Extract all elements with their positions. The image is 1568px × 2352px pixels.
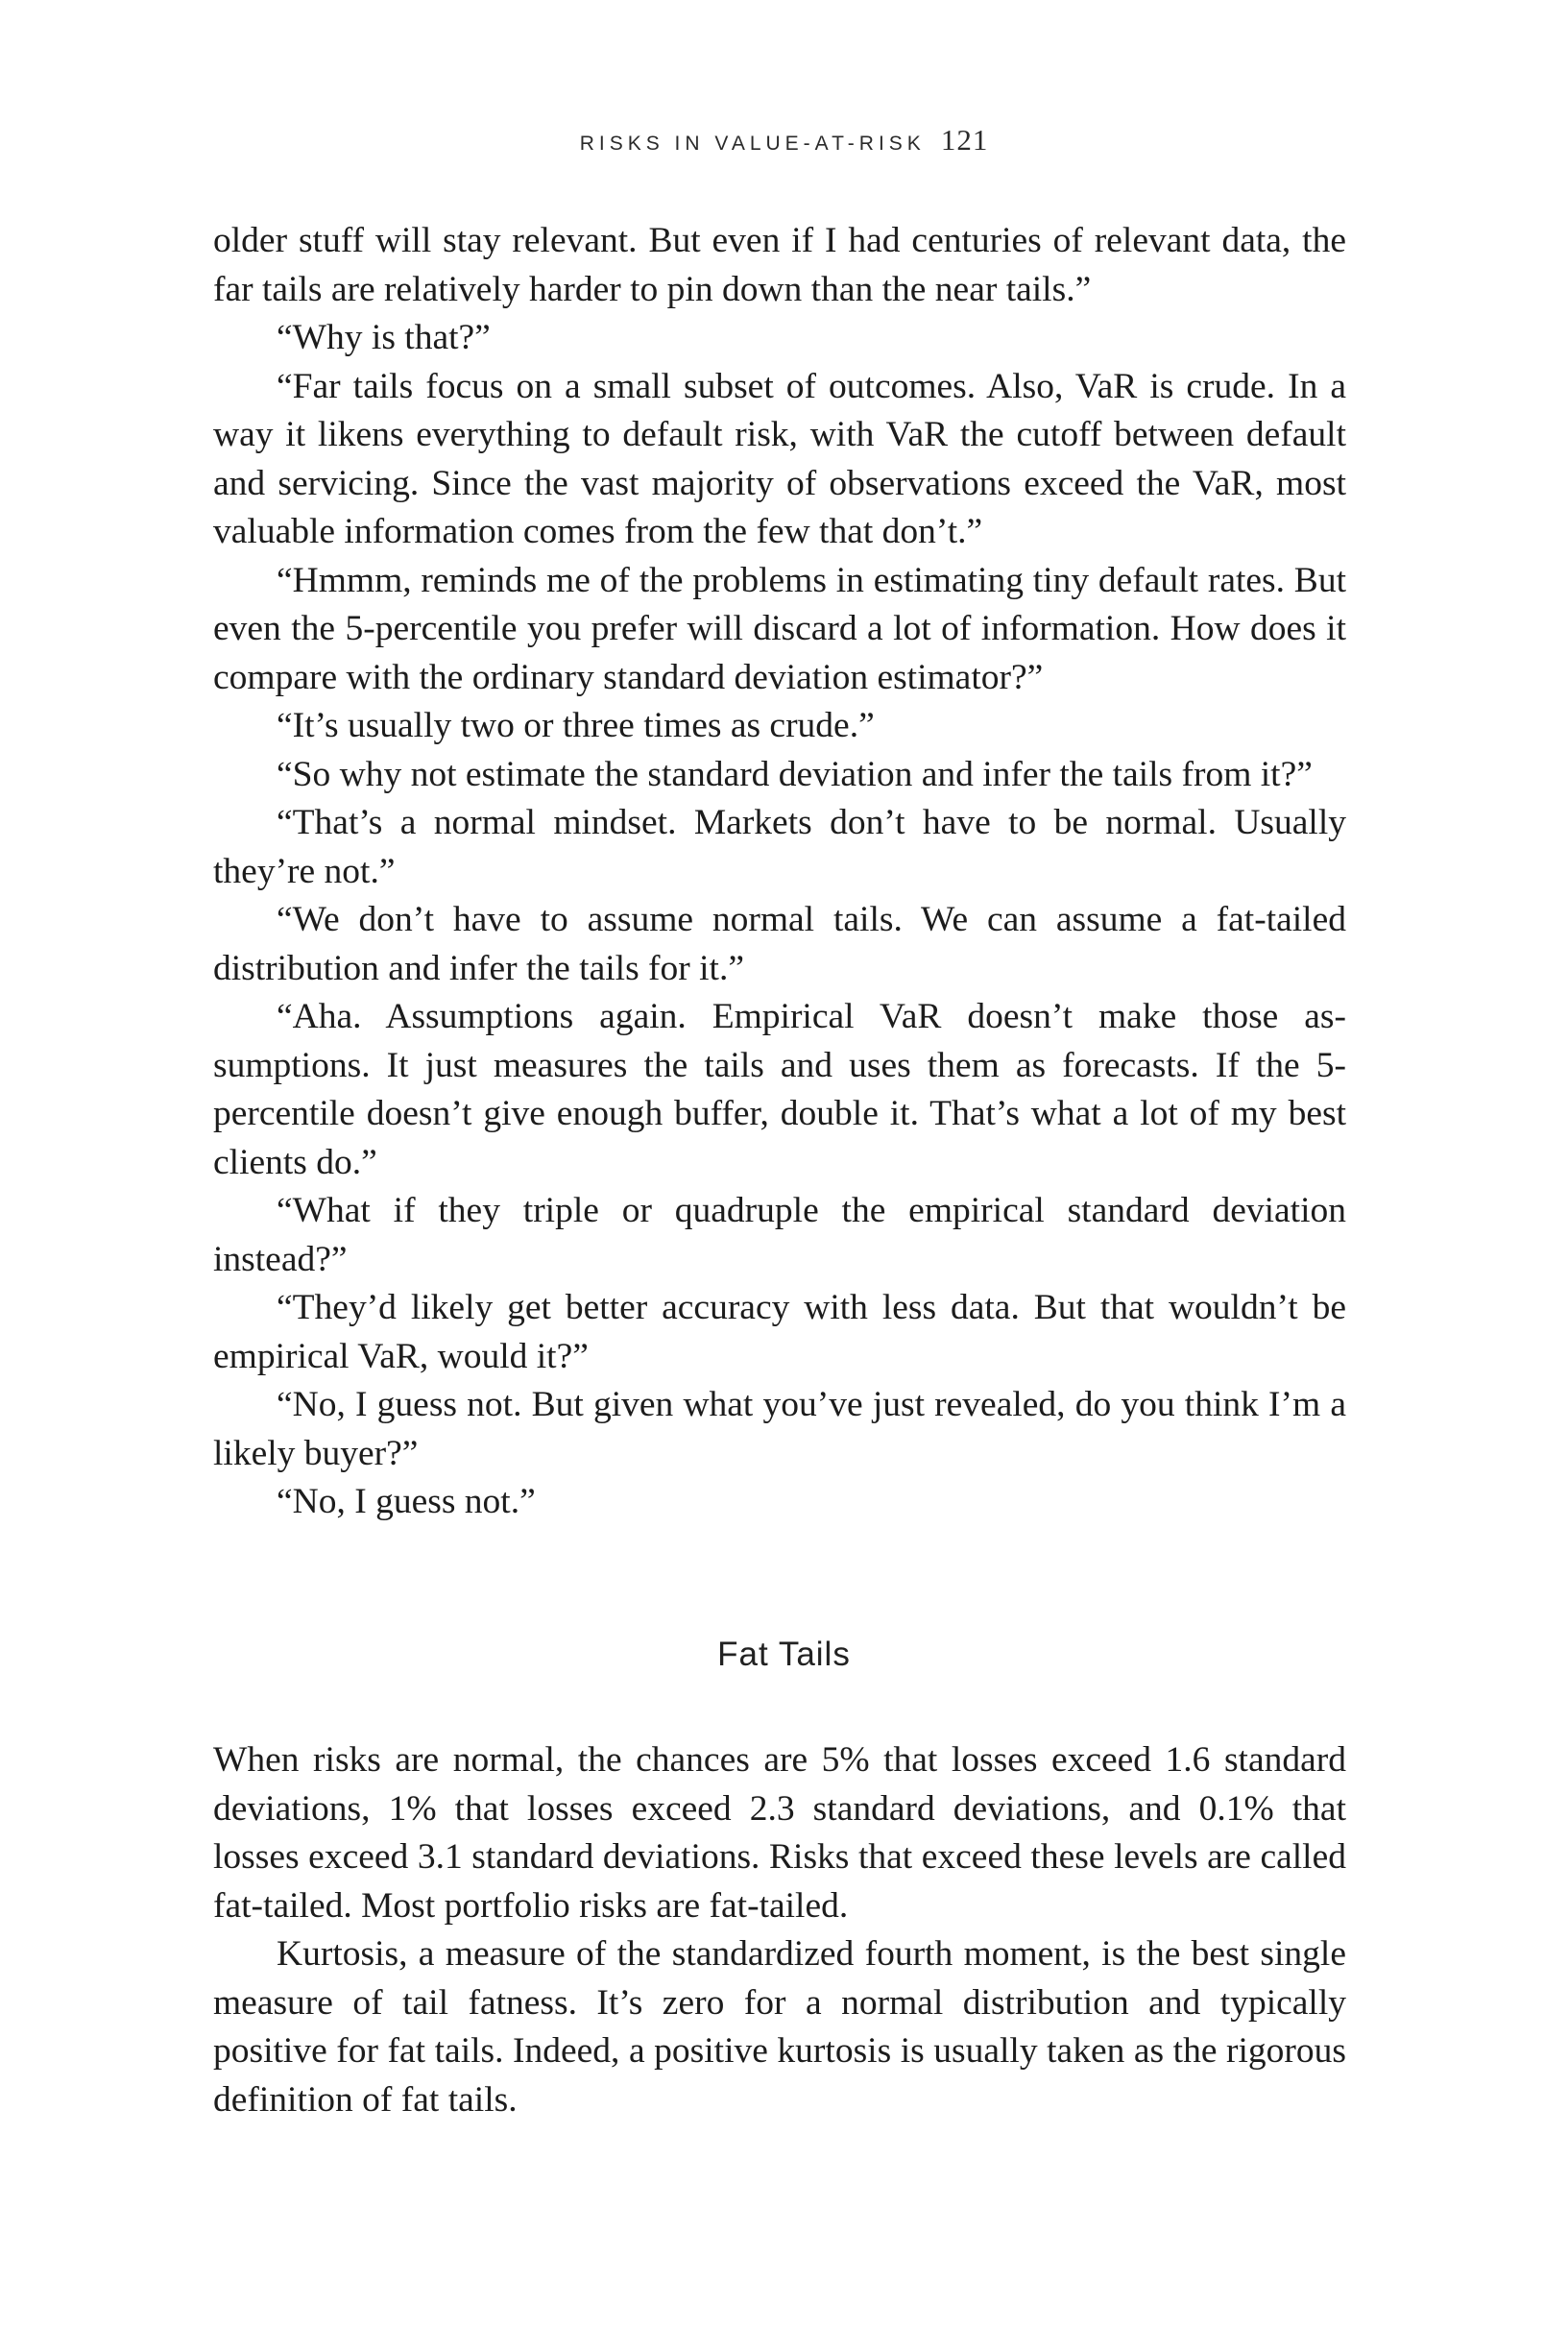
paragraph: “We don’t have to assume normal tails. We can assume a fat-tailed distribution and infer the tails for it.” [213,900,1346,988]
paragraph: “Far tails focus on a small subset of outcomes. Also, VaR is crude. In a way it likens everything to default risk, with VaR the cutoff between default and servicing. Since the vast majority of observations exceed the VaR, most valuable information comes from the few that don’t.” [213,366,1346,551]
running-head [0,123,1568,158]
paragraph: “So why not estimate the standard deviation and infer the tails from it?” [277,754,1313,794]
paragraph: “Why is that?” [277,318,491,357]
paragraph: “Aha. Assumptions again. Empirical VaR doesn’t make those assumptions. It just measures the tails and uses them as forecasts. If the 5-percentile doesn’t give enough buffer, double it. That’s what a lot of my best clients do.” [213,997,1346,1182]
paragraph: Kurtosis, a measure of the standardized fourth moment, is the best single measure of tail fatness. It’s zero for a normal distribution and typically positive for fat tails. Indeed, a positive kurtosis is usually taken as the rigorous definition of fat tails. [213,1934,1346,2120]
section-heading: Fat Tails [717,1636,851,1673]
paragraph: “That’s a normal mindset. Markets don’t have to be normal. Usually they’re not.” [213,803,1346,891]
paragraph: older stuff will stay relevant. But even if I had centuries of relevant data, the far tails are relatively harder to pin down than the near tails.” [213,221,1346,309]
page-number: 121 [940,123,989,157]
paragraph: “What if they triple or quadruple the empirical standard deviation instead?” [213,1191,1346,1279]
paragraph: When risks are normal, the chances are 5% that losses exceed 1.6 standard deviations, 1% that losses exceed 2.3 standard deviations, and 0.1% that losses exceed 3.1 standard deviations. Risks that exceed these levels are called fat-tailed. Most portfolio risks are fat-tailed. [213,1740,1346,1926]
section-body [213,1736,1346,2124]
paragraph: “They’d likely get better accuracy with less data. But that wouldn’t be empirical VaR, would it?” [213,1288,1346,1376]
paragraph: “No, I guess not.” [277,1482,536,1521]
paragraph: “It’s usually two or three times as crude.” [277,706,875,745]
running-title: RISKS IN VALUE-AT-RISK [579,133,926,155]
dialogue-block [213,217,1346,1527]
paragraph: “No, I guess not. But given what you’ve just revealed, do you think I’m a likely buyer?” [213,1385,1346,1473]
paragraph: “Hmmm, reminds me of the problems in estimating tiny default rates. But even the 5-percentile you prefer will discard a lot of information. How does it compare with the ordinary standard deviation estimator?” [213,560,1346,697]
